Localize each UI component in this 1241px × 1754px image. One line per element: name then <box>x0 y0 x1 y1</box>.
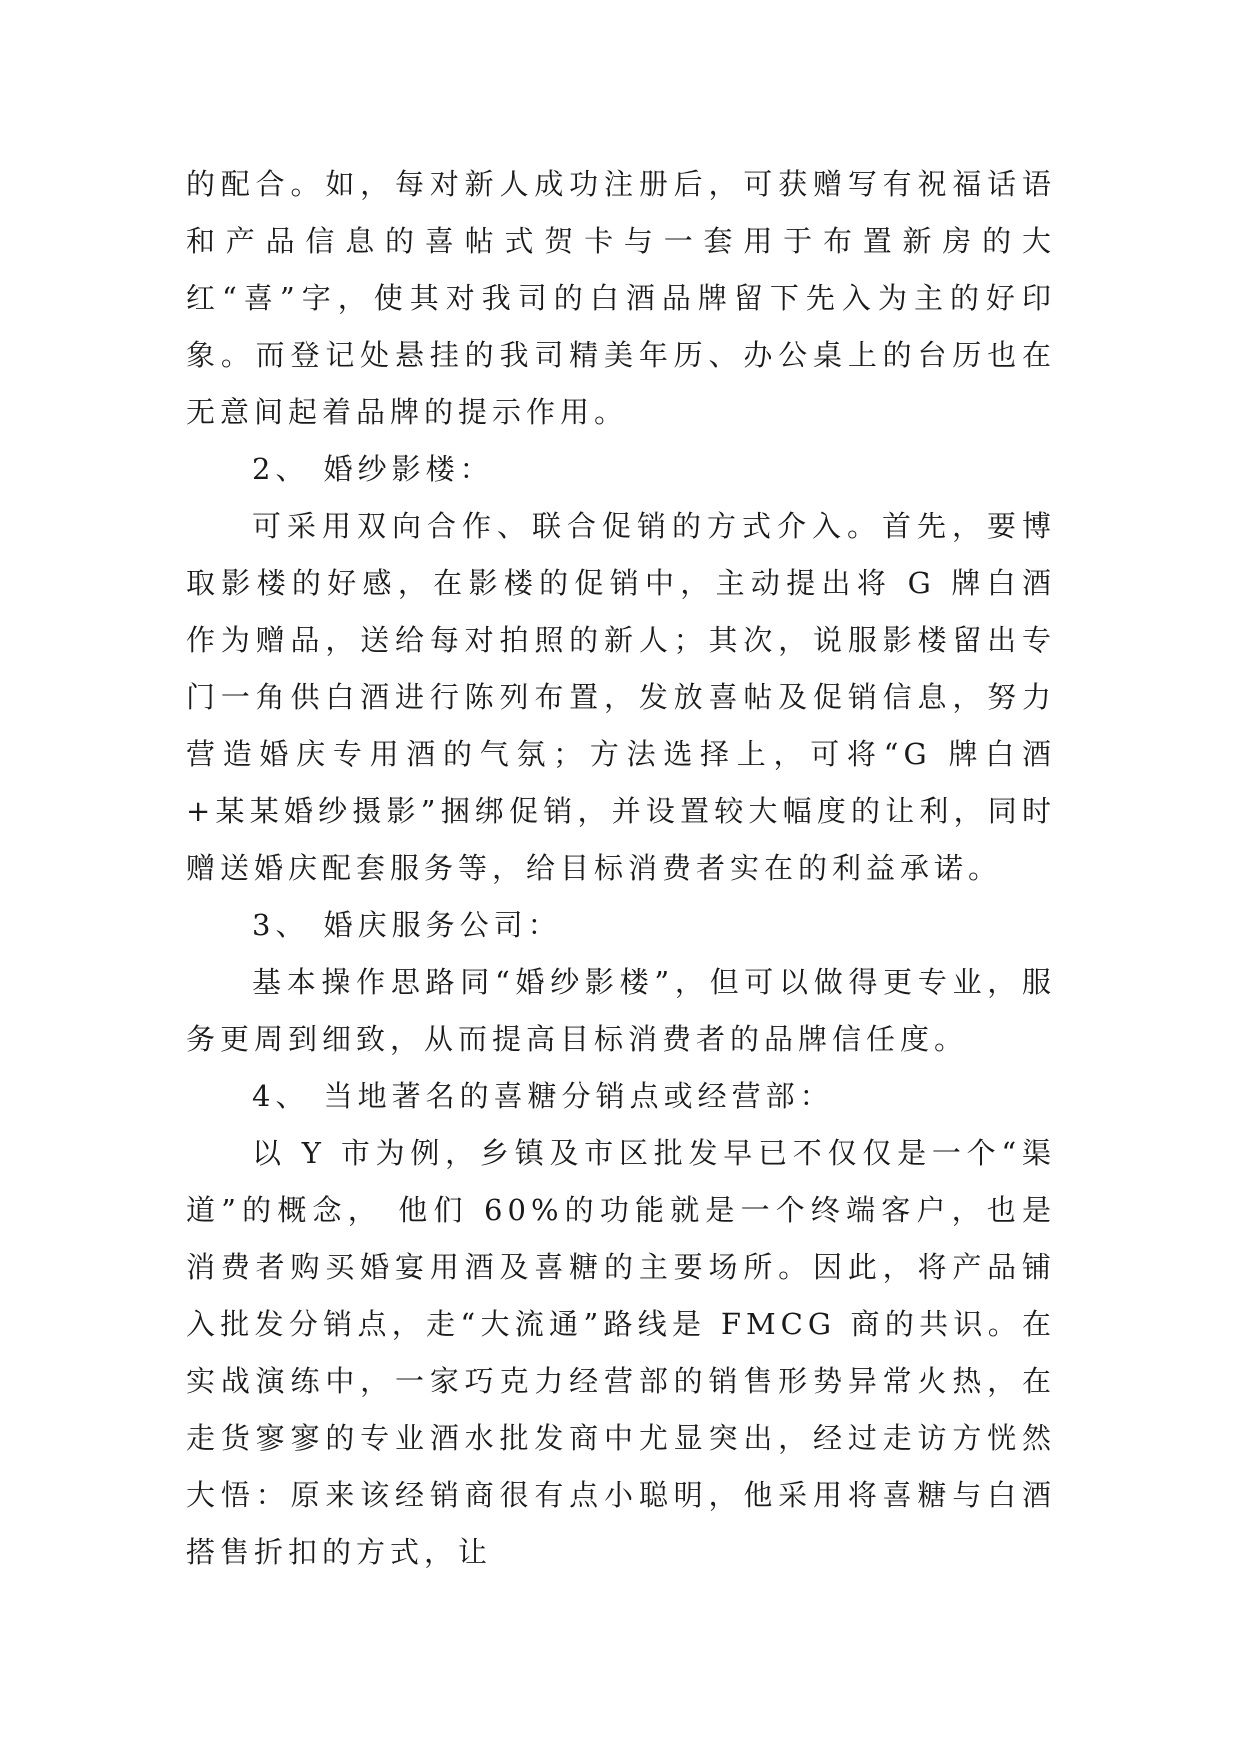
section-heading-wedding-studio: 2、 婚纱影楼： <box>252 452 494 486</box>
section-heading-candy-distributor: 4、 当地著名的喜糖分销点或经营部： <box>252 1079 834 1113</box>
section-heading-wedding-service: 3、 婚庆服务公司： <box>252 908 562 942</box>
paragraph-candy-distributor: 以 Y 市为例，乡镇及市区批发早已不仅仅是一个“渠道”的概念， 他们 60%的功能就是一个终端客户，也是消费者购买婚宴用酒及喜糖的主要场所。因此，将产品铺入批发分销点，走“大流通”路线是 FMCG 商的共识。在实战演练中，一家巧克力经营部的销售形势异常火热，在走货寥寥的专业酒水批发商中尤显突出，经过走访方恍然大悟：原来该经销商很有点小聪明，他采用将喜糖与白酒搭售折扣的方式，让 <box>186 1136 1056 1569</box>
paragraph-wedding-studio: 可采用双向合作、联合促销的方式介入。首先，要博取影楼的好感，在影楼的促销中，主动提出将 G 牌白酒作为赠品，送给每对拍照的新人；其次，说服影楼留出专门一角供白酒进行陈列布置，发放喜帖及促销信息，努力营造婚庆专用酒的气氛；方法选择上，可将“G 牌白酒+某某婚纱摄影”捆绑促销，并设置较大幅度的让利，同时赠送婚庆配套服务等，给目标消费者实在的利益承诺。 <box>186 509 1056 885</box>
paragraph-wedding-service: 基本操作思路同“婚纱影楼”，但可以做得更专业，服务更周到细致，从而提高目标消费者的品牌信任度。 <box>186 965 1056 1056</box>
paragraph-registration-cooperation: 的配合。如，每对新人成功注册后，可获赠写有祝福话语和产品信息的喜帖式贺卡与一套用于布置新房的大红“喜”字，使其对我司的白酒品牌留下先入为主的好印象。而登记处悬挂的我司精美年历、办公桌上的台历也在无意间起着品牌的提示作用。 <box>186 167 1056 429</box>
document-body <box>186 156 1056 1581</box>
